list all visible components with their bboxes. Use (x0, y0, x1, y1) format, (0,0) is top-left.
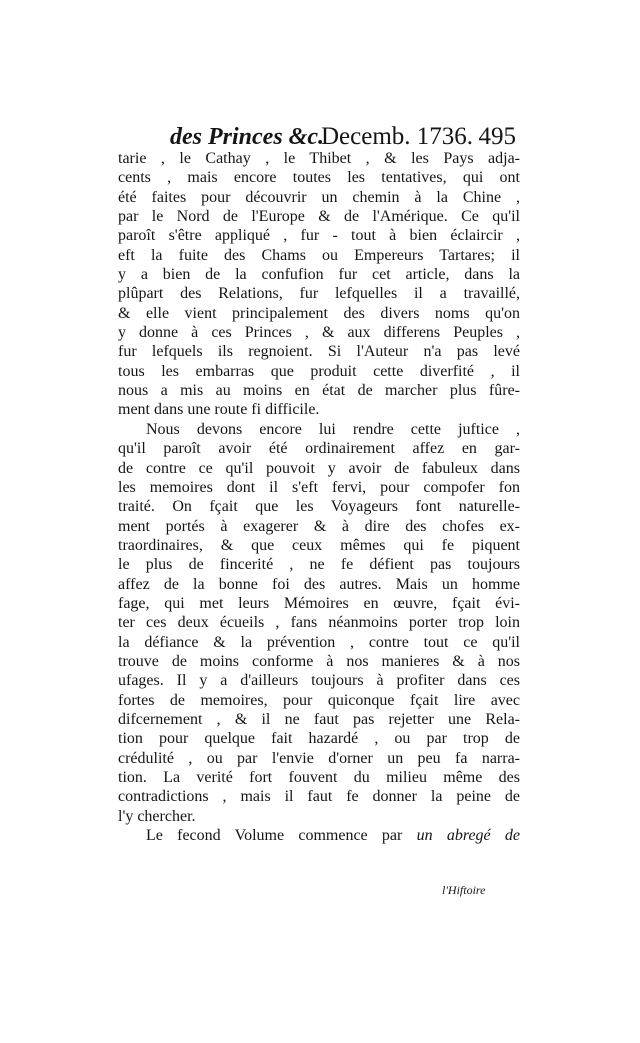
text-line: trouve de moins conforme à nos manieres & à nos (118, 652, 520, 670)
text-line: qu'il paroît avoir été ordinairement affez en gar- (118, 440, 520, 458)
text-line: crédulité , ou par l'envie d'orner un peu fa narra- (118, 749, 520, 767)
text-line: la défiance & la prévention , contre tout ce qu'il (118, 633, 520, 651)
text-line: paroît s'être appliqué , fur - tout à bien éclaircir , (118, 227, 520, 245)
text-line: fur lefquels ils regnoient. Si l'Auteur n'a pas levé (118, 343, 520, 361)
text-line: ter ces deux écueils , fans néanmoins porter trop loin (118, 614, 520, 632)
text-line: de contre ce qu'il pouvoit y avoir de fabuleux dans (118, 459, 520, 477)
text-line-start: Le fecond Volume commence par (146, 827, 403, 845)
catchword: l'Hiftoire (442, 883, 486, 897)
text-line: fortes de memoires, pour quiconque fçait lire avec (118, 691, 520, 709)
running-title: des Princes &c. (170, 124, 324, 150)
body-text (118, 149, 520, 845)
text-line: traordinaires, & que ceux mêmes qui fe piquent (118, 536, 520, 554)
text-line: nous a mis au moins en état de marcher plus fûre- (118, 382, 520, 400)
text-line: le plus de fincerité , ne fe défient pas toujours (118, 556, 520, 574)
text-line: par le Nord de l'Europe & de l'Amérique. Ce qu'il (118, 208, 520, 226)
text-line: l'y chercher. (118, 807, 196, 825)
text-line: & elle vient principalement des divers noms qu'on (118, 304, 520, 322)
text-line: y donne à ces Princes , & aux differens Peuples , (118, 324, 520, 342)
header-date: Decemb. 1736. (321, 123, 474, 150)
italic-phrase: un abregé de (416, 827, 521, 845)
text-line: plûpart des Relations, fur lefquelles il a travaillé, (118, 285, 520, 303)
text-line: contradictions , mais il faut fe donner la peine de (118, 788, 520, 806)
text-line: affez de la bonne foi des autres. Mais un homme (118, 575, 520, 593)
text-line: ufages. Il y a d'ailleurs toujours à profiter dans ces (118, 672, 520, 690)
text-line: fage, qui met leurs Mémoires en œuvre, fçait évi- (118, 594, 520, 612)
text-line: tion pour quelque fait hazardé , ou par trop de (118, 730, 520, 748)
text-line: tous les embarras que produit cette diverfité , il (118, 362, 520, 380)
text-line: cents , mais encore toutes les tentatives, qui ont (118, 169, 520, 187)
text-line: les memoires dont il s'eft fervi, pour compofer fon (118, 478, 520, 496)
text-line: été faites pour découvrir un chemin à la Chine , (118, 188, 520, 206)
page-number: 495 (478, 123, 516, 150)
text-line-with-italic (118, 826, 520, 845)
text-line: traité. On fçait que les Voyageurs font naturelle- (118, 498, 520, 516)
text-line: y a bien de la confufion fur cet article, dans la (118, 266, 520, 284)
text-line: Nous devons encore lui rendre cette juftice , (146, 420, 520, 438)
text-line: tion. La verité fort fouvent du milieu même des (118, 769, 520, 786)
text-line: ment portés à exagerer & à dire des chofes ex- (118, 517, 520, 535)
text-line: ment dans une route fi difficile. (118, 401, 320, 419)
text-line: difcernement , & il ne faut pas rejetter une Rela- (118, 710, 520, 728)
text-line: eft la fuite des Chams ou Empereurs Tartares; il (118, 246, 520, 264)
text-line: tarie , le Cathay , le Thibet , & les Pays adja- (118, 150, 520, 167)
